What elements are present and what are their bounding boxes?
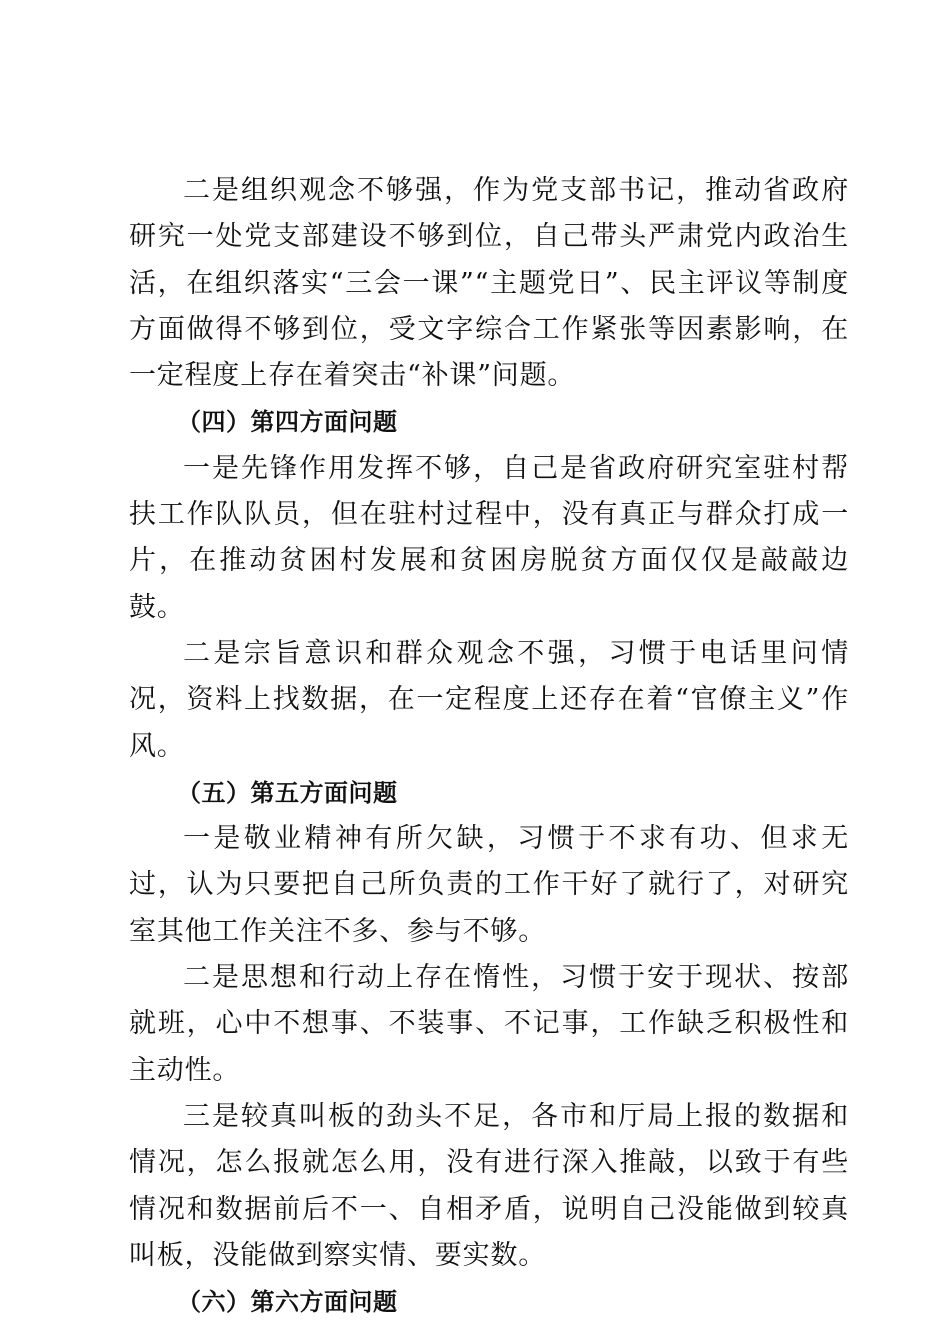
paragraph-rigor: 三是较真叫板的劲头不足，各市和厅局上报的数据和情况，怎么报就怎么用，没有进行深入推敲，以致于有些情况和数据前后不一、自相矛盾，说明自己没能做到较真叫板，没能做到察实情、要实数。 bbox=[129, 1100, 849, 1271]
document-body bbox=[129, 168, 849, 1325]
section-heading-four: （四）第四方面问题 bbox=[177, 408, 398, 437]
paragraph-vanguard-role: 一是先锋作用发挥不够，自己是省政府研究室驻村帮扶工作队队员，但在驻村过程中，没有真正与群众打成一片，在推动贫困村发展和贫困房脱贫方面仅仅是敲敲边鼓。 bbox=[129, 452, 849, 623]
paragraph-purpose-awareness: 二是宗旨意识和群众观念不强，习惯于电话里问情况，资料上找数据，在一定程度上还存在着“官僚主义”作风。 bbox=[129, 637, 849, 762]
section-heading-five: （五）第五方面问题 bbox=[177, 778, 398, 807]
paragraph-inertia: 二是思想和行动上存在惰性，习惯于安于现状、按部就班，心中不想事、不装事、不记事，工作缺乏积极性和主动性。 bbox=[129, 962, 849, 1086]
paragraph-organization-concept: 二是组织观念不够强，作为党支部书记，推动省政府研究一处党支部建设不够到位，自己带头严肃党内政治生活，在组织落实“三会一课”“主题党日”、民主评议等制度方面做得不够到位，受文字综合工作紧张等因素影响，在一定程度上存在着突击“补课”问题。 bbox=[129, 175, 849, 392]
section-heading-six: （六）第六方面问题 bbox=[177, 1288, 398, 1317]
paragraph-dedication: 一是敬业精神有所欠缺，习惯于不求有功、但求无过，认为只要把自己所负责的工作干好了就行了，对研究室其他工作关注不多、参与不够。 bbox=[129, 823, 849, 947]
